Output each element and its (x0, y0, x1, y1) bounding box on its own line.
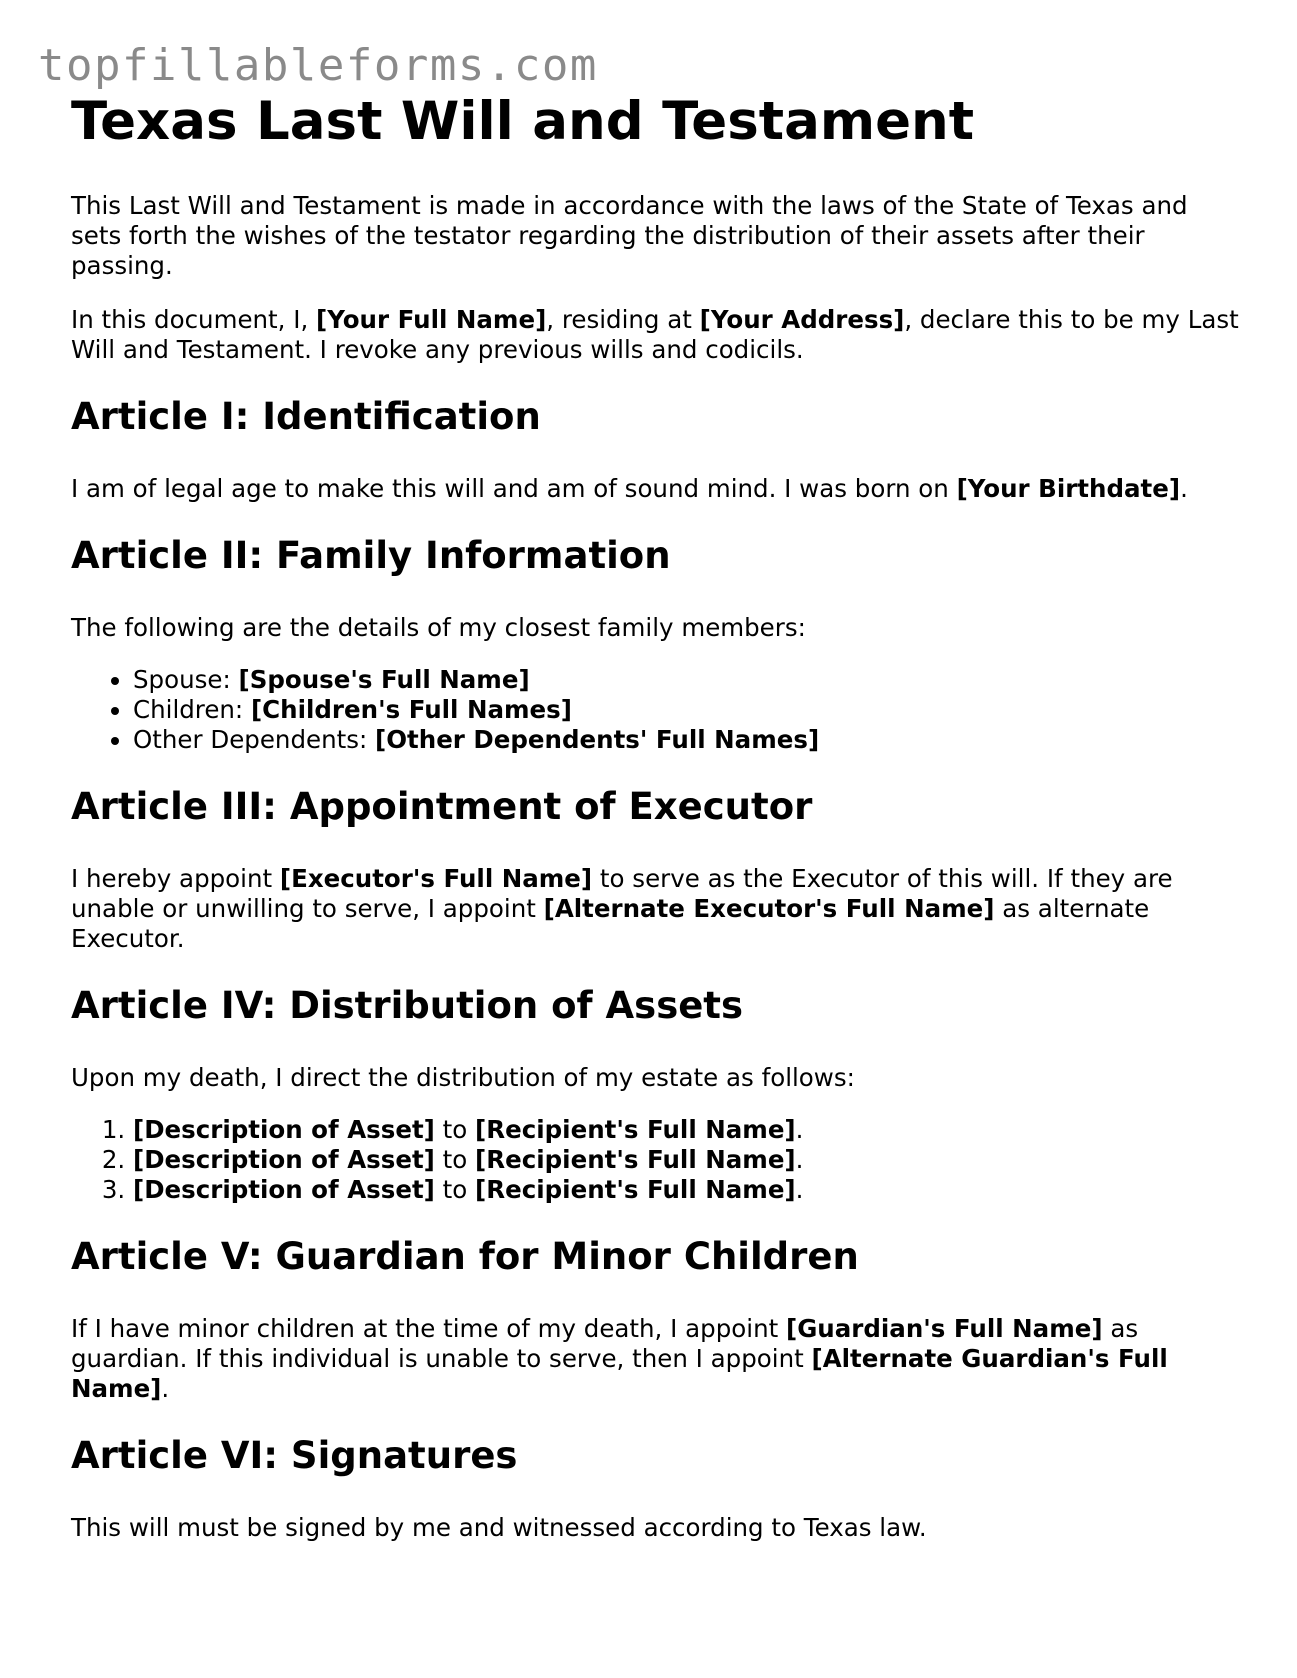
list-item (133, 1115, 1241, 1145)
article-6-text: This will must be signed by me and witnessed according to Texas law. (71, 1513, 927, 1542)
article-5-text-c: . (161, 1374, 170, 1403)
article-3-text (71, 864, 1241, 954)
site-watermark: topfillableforms.com (38, 40, 598, 91)
intro-text: , declare this to be my Last Will and Testament. I revoke any previous wills and codicils. (71, 305, 1239, 364)
intro-text: In this document, I, (71, 305, 317, 334)
intro-paragraph-2 (71, 305, 1241, 365)
dependents-names-placeholder: [Other Dependents' Full Names] (375, 725, 820, 754)
article-1-text-b: . (1180, 474, 1188, 503)
list-item-connector: to (434, 1175, 476, 1204)
article-5-text-b: as guardian. If this individual is unable to serve, then I appoint (71, 1314, 1139, 1373)
article-5-heading: Article V: Guardian for Minor Children (71, 1235, 859, 1278)
article-5-text-a: If I have minor children at the time of my death, I appoint (71, 1314, 786, 1343)
list-item-end: . (795, 1145, 804, 1174)
asset-distribution-list (71, 1115, 1241, 1205)
article-1-heading: Article I: Identification (71, 395, 541, 438)
list-item-label: Spouse: (133, 665, 239, 694)
guardian-name-placeholder: [Guardian's Full Name] (786, 1314, 1103, 1343)
intro-paragraph-1: This Last Will and Testament is made in accordance with the laws of the State of Texas and sets forth the wishes of the testator regarding the distribution of their assets after their passing. (71, 191, 1188, 280)
article-2-intro: The following are the details of my closest family members: (71, 613, 806, 642)
article-6-heading: Article VI: Signatures (71, 1434, 518, 1477)
list-item (133, 695, 1241, 725)
list-item-end: . (795, 1175, 804, 1204)
article-4-heading: Article IV: Distribution of Assets (71, 984, 744, 1027)
children-names-placeholder: [Children's Full Names] (250, 695, 572, 724)
page-title: Texas Last Will and Testament (71, 91, 975, 152)
article-5-text (71, 1314, 1241, 1404)
recipient-placeholder: [Recipient's Full Name] (475, 1115, 796, 1144)
asset-placeholder: [Description of Asset] (133, 1145, 435, 1174)
intro-text: , residing at (546, 305, 700, 334)
article-2-heading: Article II: Family Information (71, 534, 671, 577)
list-item-connector: to (434, 1115, 476, 1144)
document (71, 88, 1241, 1543)
birthdate-placeholder: [Your Birthdate] (956, 474, 1181, 503)
list-item-label: Children: (133, 695, 251, 724)
asset-placeholder: [Description of Asset] (133, 1175, 435, 1204)
testator-name-placeholder: [Your Full Name] (316, 305, 547, 334)
article-4-intro: Upon my death, I direct the distribution of my estate as follows: (71, 1063, 855, 1092)
list-item (133, 665, 1241, 695)
article-3-text-a: I hereby appoint (71, 864, 280, 893)
list-item-connector: to (434, 1145, 476, 1174)
list-item (133, 725, 1241, 755)
testator-address-placeholder: [Your Address] (699, 305, 905, 334)
list-item-end: . (795, 1115, 804, 1144)
article-1-text-a: I am of legal age to make this will and am of sound mind. I was born on (71, 474, 957, 503)
article-3-heading: Article III: Appointment of Executor (71, 785, 813, 828)
recipient-placeholder: [Recipient's Full Name] (475, 1175, 796, 1204)
list-item (133, 1145, 1241, 1175)
alternate-executor-placeholder: [Alternate Executor's Full Name] (543, 894, 995, 923)
article-3-text-c: as alternate Executor. (71, 894, 1150, 953)
article-1-text (71, 474, 1241, 504)
alternate-guardian-placeholder: [Alternate Guardian's Full Name] (71, 1344, 1168, 1403)
executor-name-placeholder: [Executor's Full Name] (279, 864, 593, 893)
spouse-name-placeholder: [Spouse's Full Name] (238, 665, 530, 694)
list-item (133, 1175, 1241, 1205)
asset-placeholder: [Description of Asset] (133, 1115, 435, 1144)
list-item-label: Other Dependents: (133, 725, 376, 754)
recipient-placeholder: [Recipient's Full Name] (475, 1145, 796, 1174)
article-3-text-b: to serve as the Executor of this will. If they are unable or unwilling to serve, I appoint (71, 864, 1173, 923)
family-members-list (71, 665, 1241, 755)
